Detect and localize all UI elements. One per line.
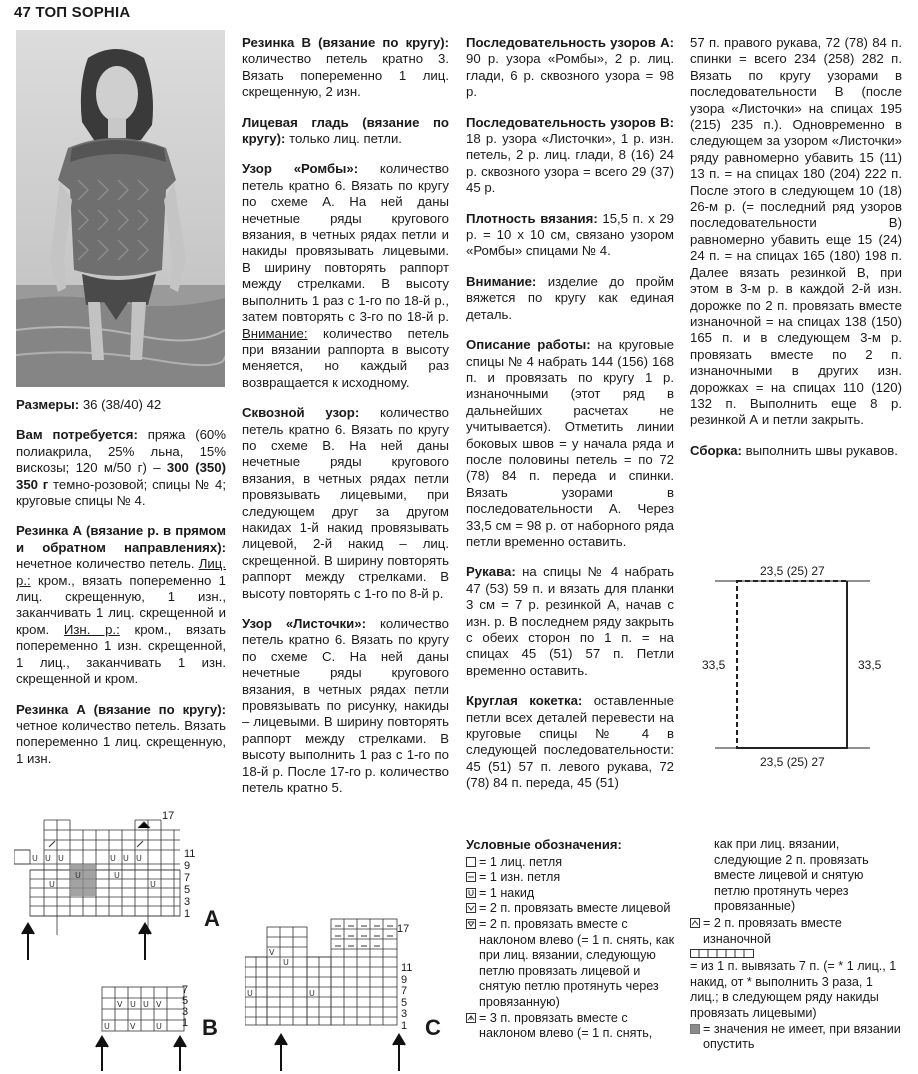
legend-item-knit [466,855,678,871]
scheme-a-arrows [14,920,184,960]
sizes-label: Размеры: [16,397,80,412]
openwork-label: Сквозной узор: [242,405,360,421]
right-height-label: 33,5 [858,658,882,672]
scheme-c-row-11: 11 [401,962,413,974]
materials-text-1: пряжа (60% полиакрила, 25% льна, 15% вискозы; 120 м/50 г) – [16,427,226,476]
legend-item-ssk-text: = 2 п. провязать вместе с наклоном влево (= 1 п. снять, как при лиц. вязании, следующую петлю провязать лицевой и снятую петлю протянуть через провязанную) [479,916,675,1009]
svg-text:U: U [32,854,38,863]
attention-text: изделие до пройм вяжется по кругу как единая деталь. [466,273,674,322]
density-label: Плотность вязания: [466,210,598,226]
scheme-c-rows [401,963,412,1032]
svg-text:U: U [150,880,156,889]
svg-text:V: V [269,948,275,957]
scheme-b-row-3: 3 [182,1006,189,1018]
pattern-solid-edge [737,581,847,748]
scheme-b-arrows [92,1033,192,1071]
materials-paragraph [16,427,226,509]
increase-seven-icon [690,949,754,958]
svg-text:V: V [130,1022,136,1031]
scheme-a-letter: A [204,906,220,931]
model-photo [16,30,225,387]
knit-two-together-icon [466,903,476,913]
slip-slip-knit-icon [466,919,476,929]
legend-item-k2tog [466,901,678,917]
sleeves-paragraph [466,564,674,679]
svg-text:U: U [123,854,129,863]
attention-paragraph [466,274,674,323]
scheme-c-row-17: 17 [397,923,410,935]
pattern-diagram [700,560,910,790]
legend-item-purl-text: = 1 изн. петля [479,870,561,885]
rib-a-round-label: Резинка А (вязание по кругу): [16,701,226,717]
legend-item-p2tog-text: = 2 п. провязать вместе изнаночной [703,915,842,946]
column-4 [690,35,902,473]
scheme-a-arrow-left [22,924,34,960]
rib-b-text: количество петель кратно 3. Вязать попеременно 1 лиц. скрещенную, 2 изн. [242,51,449,100]
yoke-continued-paragraph [690,35,902,429]
rib-a-flat-label: Резинка А (вязание р. в прямом и обратном направлениях): [16,523,226,555]
sequence-a-label: Последовательность узоров А: [466,35,674,50]
sequence-b-paragraph [466,115,674,197]
legend-item-sk2p-cont: как при лиц. вязании, следующие 2 п. провязать вместе лицевой и снятую петлю протянуть через провязанные) [714,837,869,914]
svg-text:U: U [136,854,142,863]
legend-item-no-stitch-text: = значения не имеет, при вязании опустить [703,1021,901,1052]
scheme-b-arrow-right [174,1037,186,1071]
rib-a-flat-text-2: кром., вязать попеременно 1 лиц. скрещенную, 1 изн., заканчивать 1 лиц. скрещенной и кром. [16,572,226,637]
scheme-a-rows [184,848,195,920]
scheme-a-row-1: 1 [184,908,191,920]
sleeves-label: Рукава: [466,564,516,580]
svg-text:U: U [104,1022,110,1031]
stockinette-text: только лиц. петли. [285,131,402,147]
rhombus-text-1: количество петель кратно 6. Вязать по кругу по схеме А. На ней даны нечетные ряды кругового вязания, в четных рядах петли и накиды провязывать лицевыми. В ширину повторять раппорт между стрелками. В высоту выполнить 1 раз с 1-го по 18-й р., затем повторять с 3-го по 18-й р. [242,161,449,325]
rib-a-round-text: четное количество петель. Вязать попеременно 1 лиц. скрещенную, 1 изн. [16,717,226,766]
legend-item-no-stitch [690,1022,902,1053]
legend-item-increase-text: = из 1 п. вывязать 7 п. (= * 1 лиц., 1 накид, от * выполнить 3 раза, 1 лиц.; в следующем ряду накиды провязать лицевыми) [690,959,897,1020]
scheme-c-arrows [245,1031,415,1071]
sizes-text: 36 (38/40) 42 [79,397,162,412]
legend-item-yarnover [466,886,678,902]
scheme-b-row-5: 5 [182,995,189,1007]
svg-text:U: U [143,1000,149,1009]
top-width-label: 23,5 (25) 27 [760,564,825,578]
svg-text:U: U [156,1022,162,1031]
scheme-c-row-5: 5 [401,996,408,1009]
scheme-b-row-1: 1 [182,1017,189,1029]
scheme-c-row-7: 7 [401,985,408,997]
work-text: на круговые спицы № 4 набрать 144 (156) 168 п. и провязать по кругу 1 р. изнаночными (этот ряд в дальнейших расчетах не учитывается). Отметить линии боковых швов = у начала ряда и после половины петель = по 72 (78) 84 п. переда и спинки. Вязать узорами в последовательности А. Через 33,5 см = 98 р. от наборного ряда петли временно оставить. [466,337,675,549]
svg-text:U: U [49,880,55,889]
pattern-dashed-edge [737,581,847,748]
purl-stitch-icon [466,872,476,882]
work-paragraph [466,337,674,550]
openwork-paragraph [242,405,449,602]
bottom-width-label: 23,5 (25) 27 [760,755,825,769]
work-label: Описание работы: [466,337,591,353]
scheme-b-letter: B [202,1015,218,1040]
three-together-icon [466,1013,476,1023]
assembly-text: выполнить швы рукавов. [741,442,898,458]
legend-item-knit-text: = 1 лиц. петля [479,854,563,869]
scheme-a-row-17: 17 [162,810,175,822]
leaves-text: количество петель кратно 6. Вязать по кругу по схеме С. На ней даны нечетные ряды кругового вязания, в четных рядах петли провязывать по рисунку, накиды – лицевыми. В ширину повторять раппорт между стрелками. В высоту выполнить 1 раз с 1-го по 18-й р. После 17-го р. количество петель кратно 5. [242,616,449,796]
rib-a-flat-text-3: кром., вязать попеременно 1 изн. скрещенной, 1 лиц., заканчивать 1 изн. скрещенной и кром. [16,621,226,687]
sequence-b-text: 18 р. узора «Листочки», 1 р. изн. петель, 2 р. лиц. глади, 8 (16) 24 р. сквозного узора = всего 29 (37) 45 р. [466,131,674,196]
sleeves-text: на спицы № 4 набрать 47 (53) 59 п. и вязать для планки 3 см = 7 р. резинкой А, начав с изн. р. В последнем ряду закрыть с обеих сторон по 1 п. = на спицах 45 (51) 57 п. Петли временно оставить. [466,564,674,678]
svg-text:V: V [117,1000,123,1009]
svg-text:U: U [283,958,289,967]
rib-b-label: Резинка В (вязание по кругу): [242,35,449,50]
scheme-a-row-5: 5 [184,884,191,896]
scheme-c-row-9: 9 [401,973,408,986]
legend-item-ssk [466,917,678,1011]
yoke-text: оставленные петли всех деталей перевести на круговые спицы № 4 в следующей последовательности: 45 (51) 57 п. левого рукава, 72 (78) 84 п. переда, 45 (51) [466,693,674,791]
legend-continued [690,837,902,1053]
svg-text:V: V [156,1000,162,1009]
column-1 [16,397,226,781]
no-stitch-icon [690,1024,700,1034]
openwork-text: количество петель кратно 6. Вязать по кругу по схеме В. На ней даны нечетные ряды кругового вязания, в четных рядах петли провязывать лицевыми, при следующем друг за другом накидах 1-й накид провязывать лицевой, 2-й накид – лиц. скрещенной. В ширину повторять раппорт между стрелками. В высоту повторять с 1-го по 8-й р. [242,405,449,601]
scheme-c-row-1: 1 [401,1019,408,1032]
scheme-c-row-3: 3 [401,1008,408,1020]
scheme-a-row-7: 7 [184,872,191,884]
sizes-paragraph [16,397,226,413]
rib-a-flat-text-1: нечетное количество петель. [16,556,199,572]
rhombus-text-2: количество петель при вязании раппорта в высоту меняется, но каждый раз возвращается к исходному. [242,325,449,390]
column-2 [242,35,449,810]
yarn-over-icon [466,888,476,898]
legend-title: Условные обозначения: [466,837,622,852]
legend-item-k2tog-text: = 2 п. провязать вместе лицевой [479,901,671,916]
materials-text-2: темно-розовой; спицы № 4; круговые спицы № 4. [16,476,226,509]
yoke-continued-text: 57 п. правого рукава, 72 (78) 84 п. спинки = всего 234 (258) 282 п. Вязать по кругу узорами в последовательности В (после узора «Листочки» на спицах 195 (215) 235 п.). Одновременно в следующем за узором «Листочки» ряду равномерно убавить 15 (11) 13 п. = на спицах 180 (204) 222 п. После этого в следующем 10 (18) 26-м р. (= последний ряд узоров последовательности В) равномерно убавить еще 15 (24) 24 п. = на спицах 165 (180) 198 п. Далее вязать резинкой В, при этом в 3-м р. в каждой 2-й изн. дорожке по 2 п. провязать вместе изнаночной = на спицах 138 (150) 165 п. и в следующем 3-м р. провязать вместе по 2 п. изнаночными в других изн. дорожках = на спицах 110 (120) 132 п. Выполнить еще 8 р. резинкой А и петли закрыть. [690,35,902,428]
scheme-a-arrow-right [139,924,151,960]
rib-a-flat-paragraph [16,523,226,687]
scheme-a-row-3: 3 [184,896,191,908]
rib-b-paragraph [242,35,449,101]
legend-item-sk2p-text: = 3 п. провязать вместе с наклоном влево (= 1 п. снять, [479,1010,653,1041]
yoke-label: Круглая кокетка: [466,693,583,709]
density-text: 15,5 п. х 29 р. = 10 х 10 см, связано узором «Ромбы» спицами № 4. [466,210,675,259]
legend-item-sk2p [466,1011,678,1042]
svg-text:U: U [114,871,120,880]
model-photo-image [16,30,225,387]
scheme-b-row-7: 7 [182,984,189,996]
sequence-b-label: Последовательность узоров В: [466,114,674,130]
column-3 [466,35,674,806]
sequence-a-paragraph [466,35,674,101]
rhombus-paragraph [242,161,449,391]
svg-text:U: U [58,854,64,863]
scheme-c-letter: C [425,1015,441,1040]
leaves-paragraph [242,616,449,796]
legend-item-p2tog [690,916,902,947]
materials-weight: 300 (350) 350 г [16,460,226,492]
rib-a-round-paragraph [16,702,226,768]
materials-label: Вам потребуется: [16,427,138,443]
legend-item-increase [690,949,902,1021]
scheme-a [14,810,244,960]
left-height-label: 33,5 [702,658,726,672]
svg-text:U: U [110,854,116,863]
rhombus-label: Узор «Ромбы»: [242,161,359,177]
scheme-a-row-11: 11 [184,848,196,860]
scheme-c-arrow-right [393,1035,405,1071]
knit-stitch-icon [466,857,476,867]
attention-label: Внимание: [466,273,537,289]
svg-text:U: U [247,989,253,998]
scheme-c [245,917,460,1071]
page-title: 47 ТОП SOPHIA [14,4,131,21]
legend [466,837,678,1042]
rib-a-back-row: Изн. р.: [63,621,120,637]
sequence-a-text: 90 р. узора «Ромбы», 2 р. лиц. глади, 6 р. сквозного узора = 98 р. [466,51,674,100]
assembly-label: Сборка: [690,442,742,458]
assembly-paragraph [690,443,902,459]
stockinette-label: Лицевая гладь (вязание по кругу): [242,114,449,147]
stockinette-paragraph [242,115,449,148]
scheme-b [92,985,252,1071]
leaves-label: Узор «Листочки»: [242,616,366,631]
density-paragraph [466,211,674,260]
legend-item-yarnover-text: = 1 накид [479,885,535,900]
rib-a-face-row: Лиц. р.: [16,556,226,588]
svg-text:U: U [45,854,51,863]
legend-item-purl [466,870,678,886]
svg-text:U: U [75,871,81,880]
scheme-c-arrow-left [275,1035,287,1071]
yoke-paragraph [466,693,674,791]
scheme-a-row-9: 9 [184,860,191,872]
scheme-b-rows [182,985,188,1029]
svg-text:U: U [130,1000,136,1009]
scheme-b-arrow-left [96,1037,108,1071]
rhombus-note: Внимание: [242,325,308,341]
svg-text:U: U [309,989,315,998]
purl-two-together-icon [690,918,700,928]
